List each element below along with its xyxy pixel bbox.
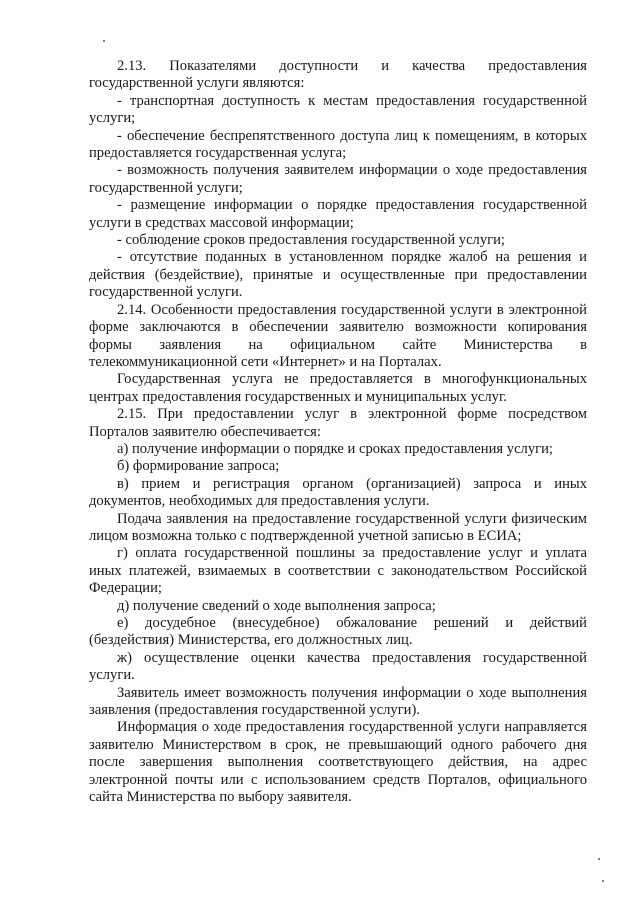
list-item: г) оплата государственной пошлины за предоставление услуг и уплата иных платежей, взимаемых в соответствии с законодательством Российской Федерации; [89,545,587,597]
scan-speck [602,880,604,882]
paragraph: Государственная услуга не предоставляется в многофункциональных центрах предоставления государственных и муниципальных услуг. [89,371,587,405]
list-item: е) досудебное (внесудебное) обжалование решений и действий (бездействия) Министерства, его должностных лиц. [89,615,587,649]
list-item: б) формирование запроса; [117,458,280,475]
list-item: в) прием и регистрация органом (организацией) запроса и иных документов, необходимых для предоставления услуги. [89,475,587,510]
list-item: - возможность получения заявителем информации о ходе предоставления государственной услуги; [89,162,587,196]
list-item: д) получение сведений о ходе выполнения запроса; [117,597,436,614]
list-item: - размещение информации о порядке предоставления государственной услуги в средствах массовой информации; [89,197,587,231]
paragraph-2-14: 2.14. Особенности предоставления государственной услуги в электронной форме заключаются в обеспечении заявителю возможности копирования формы заявления на официальном сайте Министерства в телекоммуникационной сети «Интернет» и на Порталах. [89,301,587,370]
document-body [89,58,587,806]
paragraph: Заявитель имеет возможность получения информации о ходе выполнения заявления (предоставления государственной услуги). [89,684,587,719]
paragraph: Информация о ходе предоставления государственной услуги направляется заявителю Министерством в срок, не превышающий одного рабочего дня после завершения выполнения соответствующего действия, на адрес электронной почты или с использованием средств Порталов, официального сайта Министерства по выбору заявителя. [89,719,587,806]
list-item: - обеспечение беспрепятственного доступа лиц к помещениям, в которых предоставляется государственная услуга; [89,127,587,162]
list-item: - отсутствие поданных в установленном порядке жалоб на решения и действия (бездействие), принятые и осуществленные при предоставлении государственной услуги. [89,249,587,301]
scan-speck [598,858,600,860]
paragraph: Подача заявления на предоставление государственной услуги физическим лицом возможна только с подтвержденной учетной записью в ЕСИА; [89,510,587,544]
list-item: а) получение информации о порядке и сроках предоставления услуги; [117,440,553,457]
list-item: - соблюдение сроков предоставления государственной услуги; [117,232,505,249]
paragraph-2-13: 2.13. Показателями доступности и качества предоставления государственной услуги являются: [89,58,587,92]
scan-speck [103,40,105,42]
list-item: ж) осуществление оценки качества предоставления государственной услуги. [89,649,587,684]
paragraph-2-15: 2.15. При предоставлении услуг в электронной форме посредством Порталов заявителю обеспечивается: [89,406,587,440]
list-item: - транспортная доступность к местам предоставления государственной услуги; [89,92,587,127]
